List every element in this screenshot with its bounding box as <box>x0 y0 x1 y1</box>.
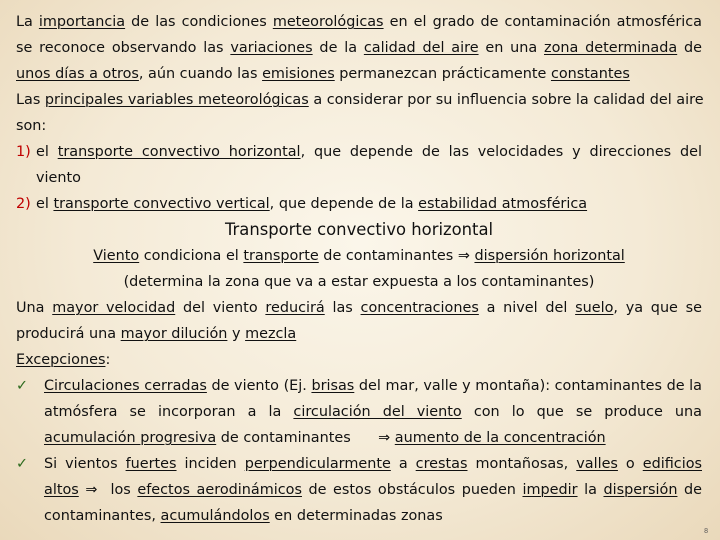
term-meteorologicas: meteorológicas <box>272 14 384 30</box>
wind-line: Viento condiciona el transporte de contaminantes ⇒ dispersión horizontal <box>93 248 625 264</box>
intro-line-2: se reconoce observando las variaciones de la calidad del aire en una zona determinada de <box>16 40 702 56</box>
section-title: Transporte convectivo horizontal <box>224 220 494 239</box>
implies-arrow-icon: ⇒ <box>378 430 391 446</box>
term-acumulandolos: acumulándolos <box>160 508 270 524</box>
term-dispersion: dispersión <box>603 482 678 498</box>
intro-line-3: unos días a otros, aún cuando las emisiones permanezcan prácticamente constantes <box>16 66 630 82</box>
term-transporte-horizontal: transporte convectivo horizontal <box>57 144 301 160</box>
term-mezcla: mezcla <box>245 326 297 342</box>
term-importancia: importancia <box>38 14 126 30</box>
term-perpendicularmente: perpendicularmente <box>244 456 391 472</box>
term-calidad-aire: calidad del aire <box>363 40 479 56</box>
term-estabilidad: estabilidad atmosférica <box>418 196 588 212</box>
term-edificios: edificios <box>642 456 702 472</box>
term-transporte-vertical: transporte convectivo vertical <box>53 196 270 212</box>
variables-line-2: son: <box>16 118 47 134</box>
exception-2-line-3: contaminantes, acumulándolos en determinadas zonas <box>44 508 443 524</box>
exception-1-line-3: acumulación progresiva de contaminantes ⇒ aumento de la concentración <box>44 430 606 446</box>
list-number: 2) <box>16 196 31 212</box>
term-altos: altos <box>44 482 79 498</box>
implies-arrow-icon: ⇒ <box>457 248 470 264</box>
term-dispersion-horizontal: dispersión horizontal <box>474 248 625 264</box>
term-mayor-velocidad: mayor velocidad <box>52 300 176 316</box>
term-acumulacion: acumulación progresiva <box>44 430 217 446</box>
term-concentraciones: concentraciones <box>360 300 479 316</box>
term-circulacion-viento: circulación del viento <box>293 404 462 420</box>
term-impedir: impedir <box>522 482 578 498</box>
velocity-line-1: Una mayor velocidad del viento reducirá las concentraciones a nivel del suelo, ya que se <box>16 300 703 316</box>
slide-number: 8 <box>704 528 708 535</box>
term-fuertes: fuertes <box>125 456 177 472</box>
term-emisiones: emisiones <box>262 66 335 82</box>
term-reducira: reducirá <box>265 300 325 316</box>
checkmark-icon: ✓ <box>16 456 29 472</box>
intro-line-1: La importancia de las condiciones meteorológicas en el grado de contaminación atmosférica <box>16 14 702 30</box>
term-transporte: transporte <box>243 248 319 264</box>
exception-1-line-1: ✓ Circulaciones cerradas de viento (Ej. brisas del mar, valle y montaña): contaminantes de la <box>16 373 702 399</box>
wind-subline: (determina la zona que va a estar expuesta a los contaminantes) <box>123 274 595 290</box>
term-brisas: brisas <box>311 378 355 394</box>
list-item-1: 1) el transporte convectivo horizontal, que depende de las velocidades y direcciones del <box>16 139 702 165</box>
term-excepciones: Excepciones <box>16 352 106 368</box>
term-circulaciones: Circulaciones cerradas <box>44 378 207 394</box>
term-constantes: constantes <box>550 66 630 82</box>
term-zona-determinada: zona determinada <box>544 40 678 56</box>
list-number: 1) <box>16 144 31 160</box>
term-aumento: aumento de la concentración <box>394 430 606 446</box>
term-variables: principales variables meteorológicas <box>44 92 309 108</box>
term-mayor-dilucion: mayor dilución <box>120 326 228 342</box>
variables-line-1: Las principales variables meteorológicas a considerar por su influencia sobre la calidad del aire <box>16 92 704 108</box>
checkmark-icon: ✓ <box>16 378 29 394</box>
slide-content <box>16 9 702 529</box>
list-item-2: 2) el transporte convectivo vertical, que depende de la estabilidad atmosférica <box>16 191 702 217</box>
exception-1-line-2: atmósfera se incorporan a la circulación del viento con lo que se produce una <box>44 404 702 420</box>
list-item-1-cont: viento <box>36 170 81 186</box>
implies-arrow-icon: ⇒ <box>85 482 98 498</box>
velocity-line-2: producirá una mayor dilución y mezcla <box>16 326 297 342</box>
term-variaciones: variaciones <box>230 40 313 56</box>
exceptions-heading: Excepciones: <box>16 352 111 368</box>
term-efectos-aerodinamicos: efectos aerodinámicos <box>137 482 302 498</box>
exception-2-line-1: ✓ Si vientos fuertes inciden perpendicularmente a crestas montañosas, valles o edificios <box>16 451 702 477</box>
term-viento: Viento <box>93 248 140 264</box>
term-dias: unos días a otros <box>16 66 139 82</box>
exception-2-line-2: altos ⇒ los efectos aerodinámicos de estos obstáculos pueden impedir la dispersión de <box>44 482 702 498</box>
term-suelo: suelo <box>575 300 614 316</box>
term-valles: valles <box>576 456 618 472</box>
term-crestas: crestas <box>415 456 468 472</box>
